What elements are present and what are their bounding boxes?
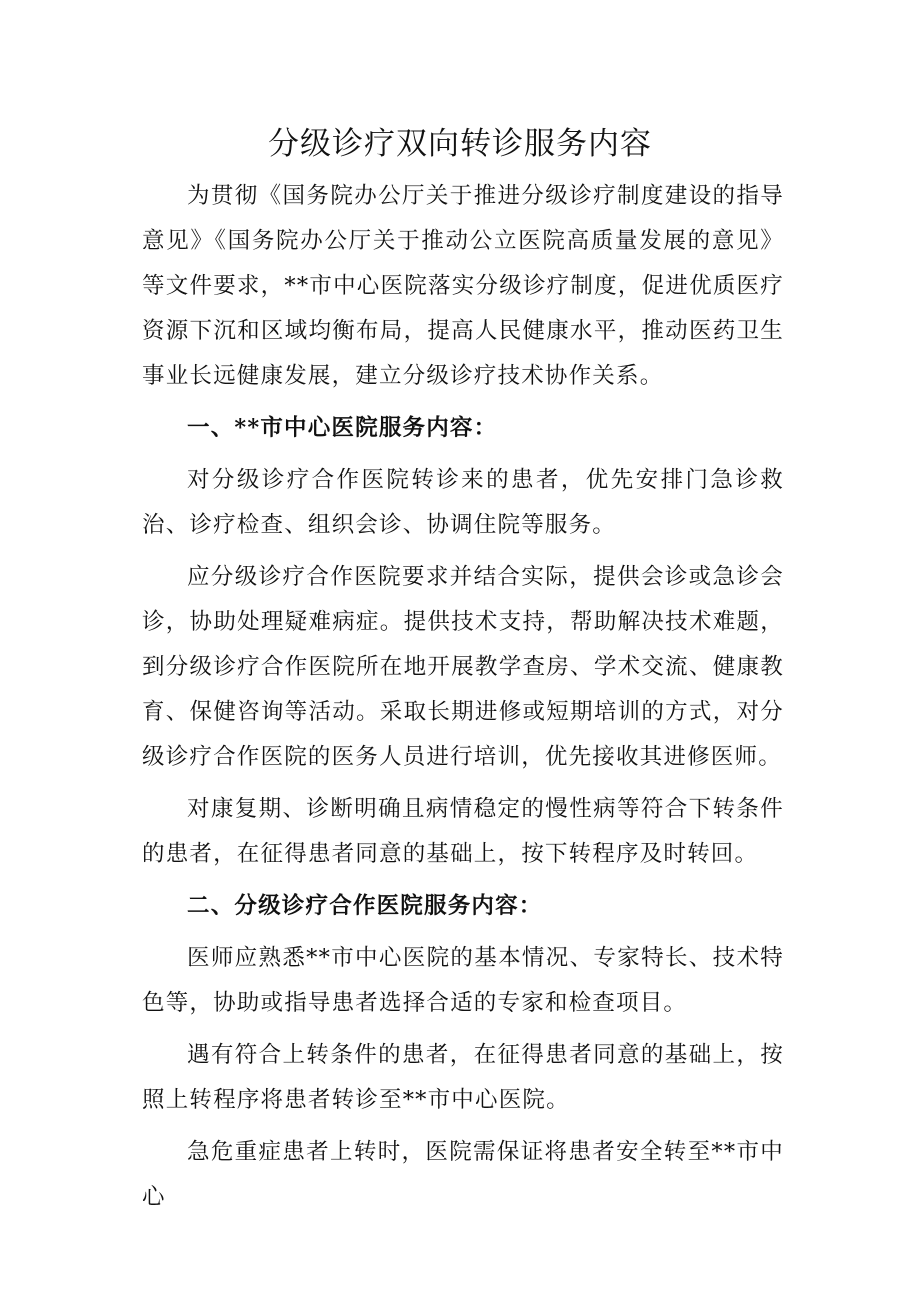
section-1-paragraph: 应分级诊疗合作医院要求并结合实际，提供会诊或急诊会诊，协助处理疑难病症。提供技术支持，帮助解决技术难题，到分级诊疗合作医院所在地开展教学查房、学术交流、健康教育、保健咨询等活动。采取长期进修或短期培训的方式，对分级诊疗合作医院的医务人员进行培训，优先接收其进修医师。 — [142, 564, 784, 770]
section-2-paragraph: 遇有符合上转条件的患者，在征得患者同意的基础上，按照上转程序将患者转诊至**市中心医院。 — [142, 1042, 784, 1113]
intro-paragraph: 为贯彻《国务院办公厅关于推进分级诊疗制度建设的指导意见》《国务院办公厅关于推动公立医院高质量发展的意见》等文件要求，**市中心医院落实分级诊疗制度，促进优质医疗资源下沉和区域均衡布局，提高人民健康水平，推动医药卫生事业长远健康发展，建立分级诊疗技术协作关系。 — [142, 183, 784, 389]
document-title: 分级诊疗双向转诊服务内容 — [268, 126, 652, 162]
document-body — [142, 174, 784, 1227]
section-1-paragraph: 对分级诊疗合作医院转诊来的患者，优先安排门急诊救治、诊疗检查、组织会诊、协调住院等服务。 — [142, 467, 784, 538]
section-1-heading: 一、**市中心医院服务内容： — [187, 415, 498, 441]
section-2-heading: 二、分级诊疗合作医院服务内容： — [187, 893, 543, 919]
section-2-paragraph: 急危重症患者上转时，医院需保证将患者安全转至**市中心 — [142, 1139, 784, 1210]
section-2-paragraph: 医师应熟悉**市中心医院的基本情况、专家特长、技术特色等，协助或指导患者选择合适的专家和检查项目。 — [142, 945, 784, 1016]
section-1-paragraph: 对康复期、诊断明确且病情稳定的慢性病等符合下转条件的患者，在征得患者同意的基础上，按下转程序及时转回。 — [142, 796, 784, 867]
